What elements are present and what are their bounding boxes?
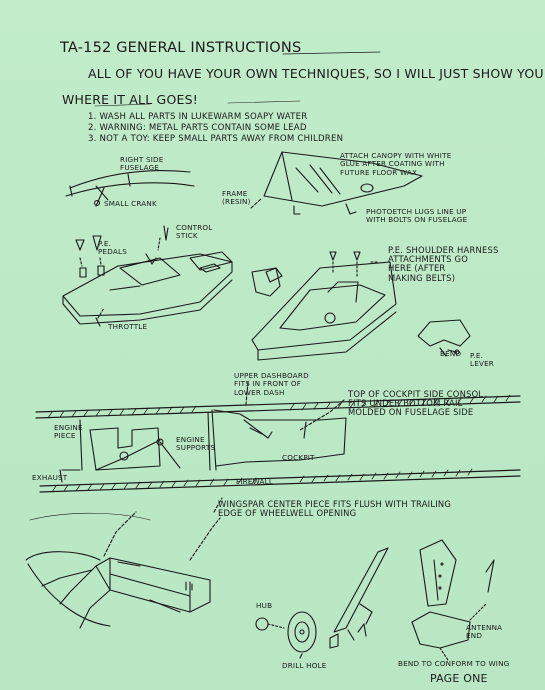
frame-label: FRAME (RESIN) — [222, 189, 251, 207]
upper-dash-label: UPPER DASHBOARD FITS IN FRONT OF LOWER DASH — [234, 371, 309, 397]
hub-label: HUB — [256, 601, 273, 610]
cockpit-label: COCKPIT — [282, 453, 315, 462]
antenna-label: ANTENNA END — [466, 623, 503, 641]
throttle-label: THROTTLE — [108, 322, 148, 331]
page-title: TA-152 GENERAL INSTRUCTIONS — [60, 40, 302, 56]
small-crank-label: SMALL CRANK — [104, 199, 157, 208]
control-stick-label: CONTROL STICK — [176, 223, 213, 241]
cockpit-floor-drawing — [63, 223, 232, 326]
drill-hole-label: DRILL HOLE — [282, 661, 327, 670]
engine-piece-label: ENGINE PIECE — [54, 423, 83, 441]
step-2: 2. WARNING: METAL PARTS CONTAIN SOME LEAD — [88, 123, 307, 133]
page-number: PAGE ONE — [430, 672, 488, 685]
photoetch-lugs-label: PHOTOETCH LUGS LINE UP WITH BOLTS ON FUSELAGE — [366, 207, 468, 225]
step-1: 1. WASH ALL PARTS IN LUKEWARM SOAPY WATER — [88, 112, 308, 122]
antenna-drawing — [412, 540, 494, 660]
cockpit-tub-drawing — [252, 252, 396, 360]
wheelwell-drawing — [26, 498, 222, 628]
pe-harness-label: P.E. SHOULDER HARNESS ATTACHMENTS GO HERE (AFTER MAKING BELTS) — [388, 245, 499, 283]
engine-supports-label: ENGINE SUPPORTS — [176, 435, 216, 453]
canopy-note-label: ATTACH CANOPY WITH WHITE GLUE AFTER COATING WITH FUTURE FLOOR WAX — [340, 151, 452, 177]
right-side-fuselage-label: RIGHT SIDE FUSELAGE — [120, 155, 164, 173]
firewall-label: FIREWALL — [236, 477, 274, 486]
wingspar-label: WINGSPAR CENTER PIECE FITS FLUSH WITH TRAILING EDGE OF WHEELWELL OPENING — [218, 499, 452, 519]
pe-pedals-label: P.E. PEDALS — [98, 239, 127, 257]
wheel-drawing — [256, 612, 316, 658]
intro-line-2: WHERE IT ALL GOES! — [62, 92, 198, 107]
side-console-label: TOP OF COCKPIT SIDE CONSOL FITS UNDER BOTTOM RAIL MOLDED ON FUSELAGE SIDE — [348, 389, 484, 418]
exhaust-label: EXHAUST — [32, 473, 68, 482]
step-3: 3. NOT A TOY: KEEP SMALL PARTS AWAY FROM CHILDREN — [88, 134, 344, 144]
intro-line-1: ALL OF YOU HAVE YOUR OWN TECHNIQUES, SO I WILL JUST SHOW YOU — [88, 66, 544, 81]
landing-gear-drawing — [330, 548, 388, 648]
bend-label: BEND — [440, 349, 462, 358]
pe-lever-label: P.E. LEVER — [470, 351, 494, 369]
bend-to-conform-label: BEND TO CONFORM TO WING — [398, 659, 510, 668]
